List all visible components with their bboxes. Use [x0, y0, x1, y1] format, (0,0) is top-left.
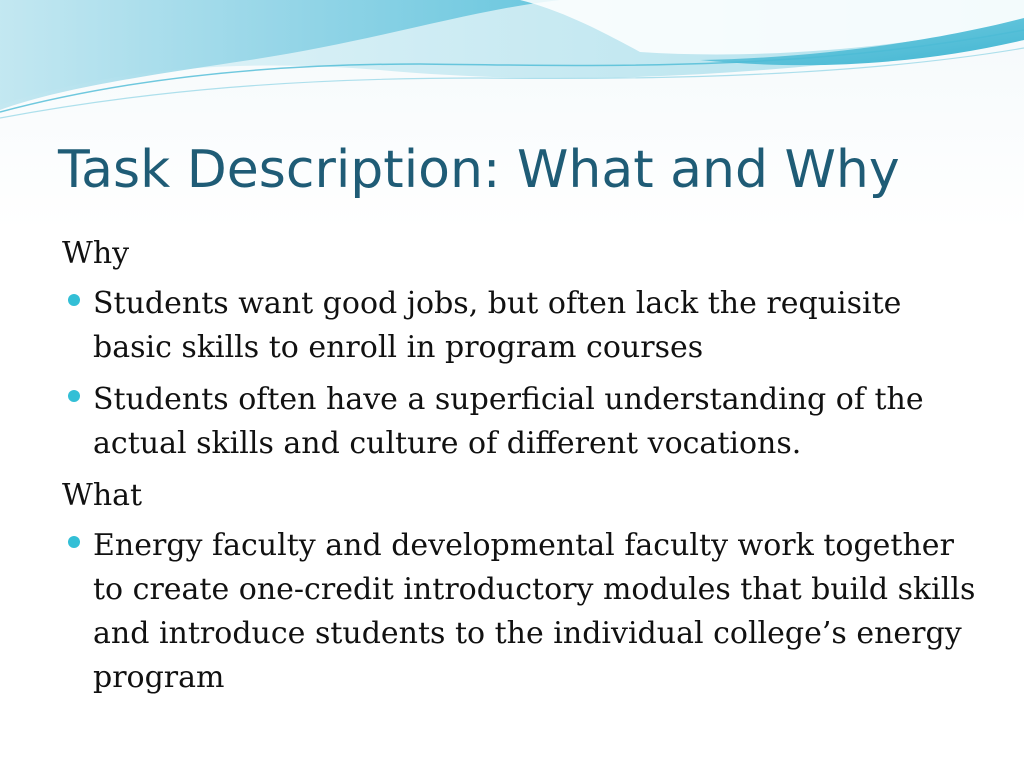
slide-body: [62, 226, 982, 708]
bullet-text: Energy faculty and developmental faculty work together to create one-credit introductory modules that build skills and introduce students to the individual college’s energy program: [93, 528, 976, 695]
bullet-dot-icon: [68, 536, 80, 548]
wave-header-decoration: [0, 0, 1024, 120]
bullet-dot-icon: [68, 390, 80, 402]
bullet-item: [62, 378, 982, 466]
bullet-text: Students want good jobs, but often lack the requisite basic skills to enroll in program courses: [93, 286, 902, 365]
section-heading-why: Why: [62, 236, 130, 271]
section-heading-what: What: [62, 478, 143, 513]
bullet-item: [62, 282, 982, 370]
bullet-item: [62, 524, 982, 700]
bullet-text: Students often have a superficial understanding of the actual skills and culture of different vocations.: [93, 382, 924, 461]
slide-title: Task Description: What and Why: [58, 140, 900, 200]
bullet-dot-icon: [68, 294, 80, 306]
